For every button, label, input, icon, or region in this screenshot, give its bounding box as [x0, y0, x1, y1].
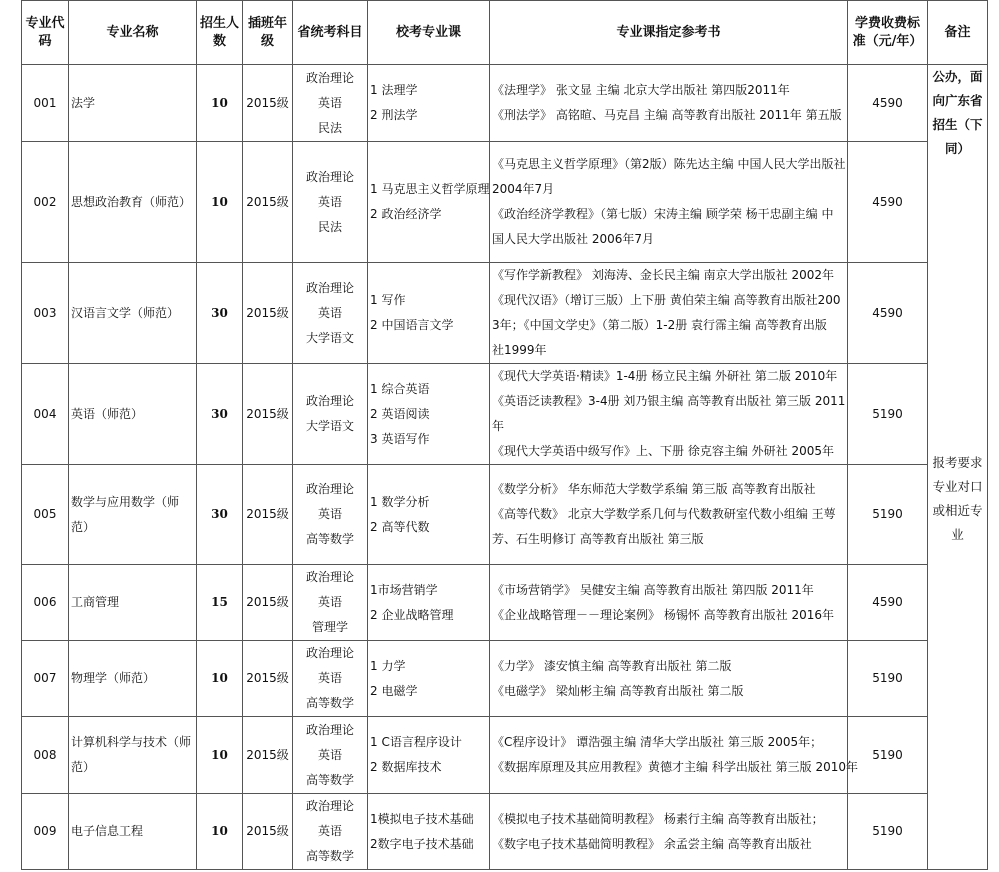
table-row: [22, 65, 988, 142]
reference-book-line: 《刑法学》 高铭暄、马克昌 主编 高等教育出版社 2011年 第五版: [492, 108, 842, 122]
reference-book-line: 《现代大学英语·精读》1-4册 杨立民主编 外研社 第二版 2010年: [492, 369, 838, 383]
grade: 2015级: [243, 65, 293, 142]
reference-book-line: 《政治经济学教程》（第七版）宋涛主编 顾学荣 杨干忠副主编 中: [492, 207, 834, 221]
provincial-subject: 英语: [317, 95, 342, 110]
school-exam-course: 1 C语言程序设计: [370, 735, 462, 749]
school-exam-courses: [368, 263, 490, 364]
reference-book-line: 2004年7月: [492, 182, 555, 196]
school-exam-courses: [368, 794, 490, 870]
table-row: [22, 364, 988, 465]
header-fee: 学费收费标准（元/年）: [848, 1, 928, 65]
provincial-subject: 政治理论: [305, 70, 354, 85]
school-exam-courses: [368, 65, 490, 142]
school-exam-courses: [368, 565, 490, 641]
reference-books: [490, 717, 858, 794]
reference-book-line: 3年；《中国文学史》（第二版）1-2册 袁行霈主编 高等教育出版: [492, 318, 827, 332]
reference-books: [490, 565, 848, 641]
school-exam-course: 1 数学分析: [370, 494, 430, 509]
school-exam-course: 1 写作: [370, 293, 406, 307]
reference-book-line: 《写作学新教程》 刘海涛、金长民主编 南京大学出版社 2002年: [492, 268, 834, 282]
major-name: 思想政治教育（师范）: [69, 142, 197, 263]
enroll-count: 30: [197, 364, 243, 465]
school-exam-course: 1 马克思主义哲学原理: [370, 182, 490, 196]
provincial-subjects: [293, 465, 368, 565]
school-exam-course: 2 高等代数: [370, 519, 430, 534]
header-name: 专业名称: [69, 1, 197, 65]
school-exam-courses: [368, 717, 490, 794]
provincial-subjects: [293, 263, 368, 364]
major-name: 英语（师范）: [69, 364, 197, 465]
provincial-subject: 高等数学: [305, 772, 354, 787]
grade: 2015级: [243, 641, 293, 717]
provincial-subjects: [293, 641, 368, 717]
header-books: 专业课指定参考书: [490, 1, 848, 65]
header-grade: 插班年级: [243, 1, 293, 65]
reference-book-line: 《数字电子技术基础简明教程》 余孟尝主编 高等教育出版社: [492, 836, 812, 851]
reference-book-line: 年: [492, 419, 505, 433]
major-code: 007: [22, 641, 69, 717]
tuition-fee: 4590: [848, 142, 928, 263]
provincial-subjects: [293, 142, 368, 263]
major-code: 001: [22, 65, 69, 142]
school-exam-course: 2 中国语言文学: [370, 318, 454, 332]
reference-book-line: 国人民大学出版社 2006年7月: [492, 232, 654, 246]
major-name: 法学: [69, 65, 197, 142]
enroll-count: 30: [197, 263, 243, 364]
reference-books: [490, 142, 848, 263]
provincial-subjects: [293, 565, 368, 641]
school-exam-courses: [368, 364, 490, 465]
enroll-count: 10: [197, 65, 243, 142]
provincial-subject: 高等数学: [305, 696, 354, 710]
provincial-subject: 政治理论: [305, 646, 354, 660]
provincial-subject: 英语: [317, 747, 342, 762]
school-exam-course: 3 英语写作: [370, 431, 430, 446]
table-row: [22, 263, 988, 364]
school-exam-course: 2 刑法学: [370, 108, 418, 122]
header-row: [22, 1, 988, 65]
table-row: [22, 794, 988, 870]
reference-book-line: 《高等代数》 北京大学数学系几何与代数教研室代数小组编 王萼: [492, 507, 836, 521]
provincial-subject: 民法: [317, 120, 342, 135]
provincial-subject: 政治理论: [305, 799, 354, 813]
major-code: 003: [22, 263, 69, 364]
provincial-subject: 管理学: [311, 620, 348, 634]
grade: 2015级: [243, 142, 293, 263]
provincial-subject: 英语: [317, 595, 342, 609]
school-exam-course: 2 企业战略管理: [370, 607, 454, 622]
school-exam-course: 2数字电子技术基础: [370, 836, 474, 851]
tuition-fee: 5190: [848, 717, 928, 794]
school-exam-course: 1 综合英语: [370, 381, 430, 396]
reference-book-line: 《C程序设计》 谭浩强主编 清华大学出版社 第三版 2005年；: [492, 735, 823, 749]
provincial-subject: 英语: [317, 507, 342, 521]
provincial-subject: 英语: [317, 194, 342, 209]
table-row: [22, 565, 988, 641]
table-row: [22, 717, 988, 794]
provincial-subject: 大学语文: [305, 330, 354, 345]
major-name: 电子信息工程: [69, 794, 197, 870]
enroll-count: 10: [197, 142, 243, 263]
grade: 2015级: [243, 263, 293, 364]
enroll-count: 10: [197, 641, 243, 717]
enroll-count: 15: [197, 565, 243, 641]
reference-book-line: 《马克思主义哲学原理》（第2版）陈先达主编 中国人民大学出版社: [492, 157, 846, 171]
grade: 2015级: [243, 565, 293, 641]
provincial-subject: 高等数学: [305, 532, 354, 546]
reference-book-line: 《模拟电子技术基础简明教程》 杨素行主编 高等教育出版社；: [492, 811, 824, 826]
tuition-fee: 5190: [848, 794, 928, 870]
reference-book-line: 《法理学》 张文显 主编 北京大学出版社 第四版2011年: [492, 83, 790, 97]
provincial-subjects: [293, 364, 368, 465]
school-exam-course: 1 法理学: [370, 83, 418, 97]
note-bottom: 报考要求专业对口或相近专业: [932, 455, 983, 542]
table-row: [22, 142, 988, 263]
note-top: 公办，面向广东省招生（下同）: [932, 69, 983, 156]
admission-table: [21, 0, 988, 870]
reference-book-line: 《企业战略管理－－理论案例》 杨锡怀 高等教育出版社 2016年: [492, 607, 834, 622]
school-exam-course: 2 政治经济学: [370, 207, 442, 221]
school-exam-course: 1市场营销学: [370, 582, 438, 597]
provincial-subject: 英语: [317, 305, 342, 320]
reference-books: [490, 364, 848, 465]
reference-book-line: 《英语泛读教程》3-4册 刘乃银主编 高等教育出版社 第三版 2011: [492, 394, 846, 408]
reference-books: [490, 465, 848, 565]
provincial-subjects: [293, 65, 368, 142]
reference-books: [490, 65, 848, 142]
reference-book-line: 《现代大学英语中级写作》上、下册 徐克容主编 外研社 2005年: [492, 444, 834, 458]
tuition-fee: 5190: [848, 465, 928, 565]
enroll-count: 30: [197, 465, 243, 565]
provincial-subject: 政治理论: [305, 280, 354, 295]
table-row: [22, 465, 988, 565]
reference-books: [490, 263, 848, 364]
grade: 2015级: [243, 465, 293, 565]
enroll-count: 10: [197, 717, 243, 794]
provincial-subject: 政治理论: [305, 722, 354, 737]
major-name: 数学与应用数学（师范）: [69, 465, 197, 565]
reference-book-line: 社1999年: [492, 343, 547, 357]
provincial-subject: 政治理论: [305, 169, 354, 184]
reference-book-line: 《电磁学》 梁灿彬主编 高等教育出版社 第二版: [492, 683, 744, 698]
reference-book-line: 《数学分析》 华东师范大学数学系编 第三版 高等教育出版社: [492, 482, 816, 496]
major-name: 汉语言文学（师范）: [69, 263, 197, 364]
provincial-subjects: [293, 794, 368, 870]
admission-table-wrap: [21, 0, 987, 870]
header-provincial: 省统考科目: [293, 1, 368, 65]
reference-book-line: 《数据库原理及其应用教程》黄德才主编 科学出版社 第三版 2010年: [492, 760, 858, 774]
provincial-subject: 高等数学: [305, 849, 354, 863]
major-code: 002: [22, 142, 69, 263]
tuition-fee: 5190: [848, 641, 928, 717]
major-code: 008: [22, 717, 69, 794]
school-exam-courses: [368, 142, 490, 263]
provincial-subject: 政治理论: [305, 482, 354, 496]
reference-books: [490, 641, 848, 717]
provincial-subject: 英语: [317, 671, 342, 685]
provincial-subject: 大学语文: [305, 419, 354, 433]
provincial-subject: 民法: [317, 219, 342, 234]
grade: 2015级: [243, 794, 293, 870]
major-code: 009: [22, 794, 69, 870]
major-name: 工商管理: [69, 565, 197, 641]
header-enroll: 招生人数: [197, 1, 243, 65]
reference-book-line: 《力学》 漆安慎主编 高等教育出版社 第二版: [492, 658, 732, 673]
provincial-subjects: [293, 717, 368, 794]
tuition-fee: 4590: [848, 263, 928, 364]
major-name: 物理学（师范）: [69, 641, 197, 717]
grade: 2015级: [243, 364, 293, 465]
school-exam-course: 2 数据库技术: [370, 760, 442, 774]
tuition-fee: 4590: [848, 65, 928, 142]
major-code: 006: [22, 565, 69, 641]
provincial-subject: 政治理论: [305, 570, 354, 584]
reference-book-line: 《现代汉语》（增订三版）上下册 黄伯荣主编 高等教育出版社200: [492, 293, 841, 307]
header-school-exam: 校考专业课: [368, 1, 490, 65]
header-note: 备注: [928, 1, 988, 65]
school-exam-course: 2 电磁学: [370, 683, 418, 698]
school-exam-course: 1 力学: [370, 658, 406, 673]
enroll-count: 10: [197, 794, 243, 870]
note-cell: [928, 65, 988, 870]
provincial-subject: 英语: [317, 824, 342, 838]
reference-book-line: 《市场营销学》 吴健安主编 高等教育出版社 第四版 2011年: [492, 582, 814, 597]
reference-book-line: 芳、石生明修订 高等教育出版社 第三版: [492, 532, 704, 546]
reference-books: [490, 794, 848, 870]
school-exam-courses: [368, 465, 490, 565]
grade: 2015级: [243, 717, 293, 794]
header-code: 专业代码: [22, 1, 69, 65]
table-row: [22, 641, 988, 717]
major-code: 004: [22, 364, 69, 465]
major-name: 计算机科学与技术（师范）: [69, 717, 197, 794]
school-exam-course: 2 英语阅读: [370, 406, 430, 421]
provincial-subject: 政治理论: [305, 394, 354, 408]
major-code: 005: [22, 465, 69, 565]
school-exam-course: 1模拟电子技术基础: [370, 811, 474, 826]
tuition-fee: 5190: [848, 364, 928, 465]
tuition-fee: 4590: [848, 565, 928, 641]
school-exam-courses: [368, 641, 490, 717]
